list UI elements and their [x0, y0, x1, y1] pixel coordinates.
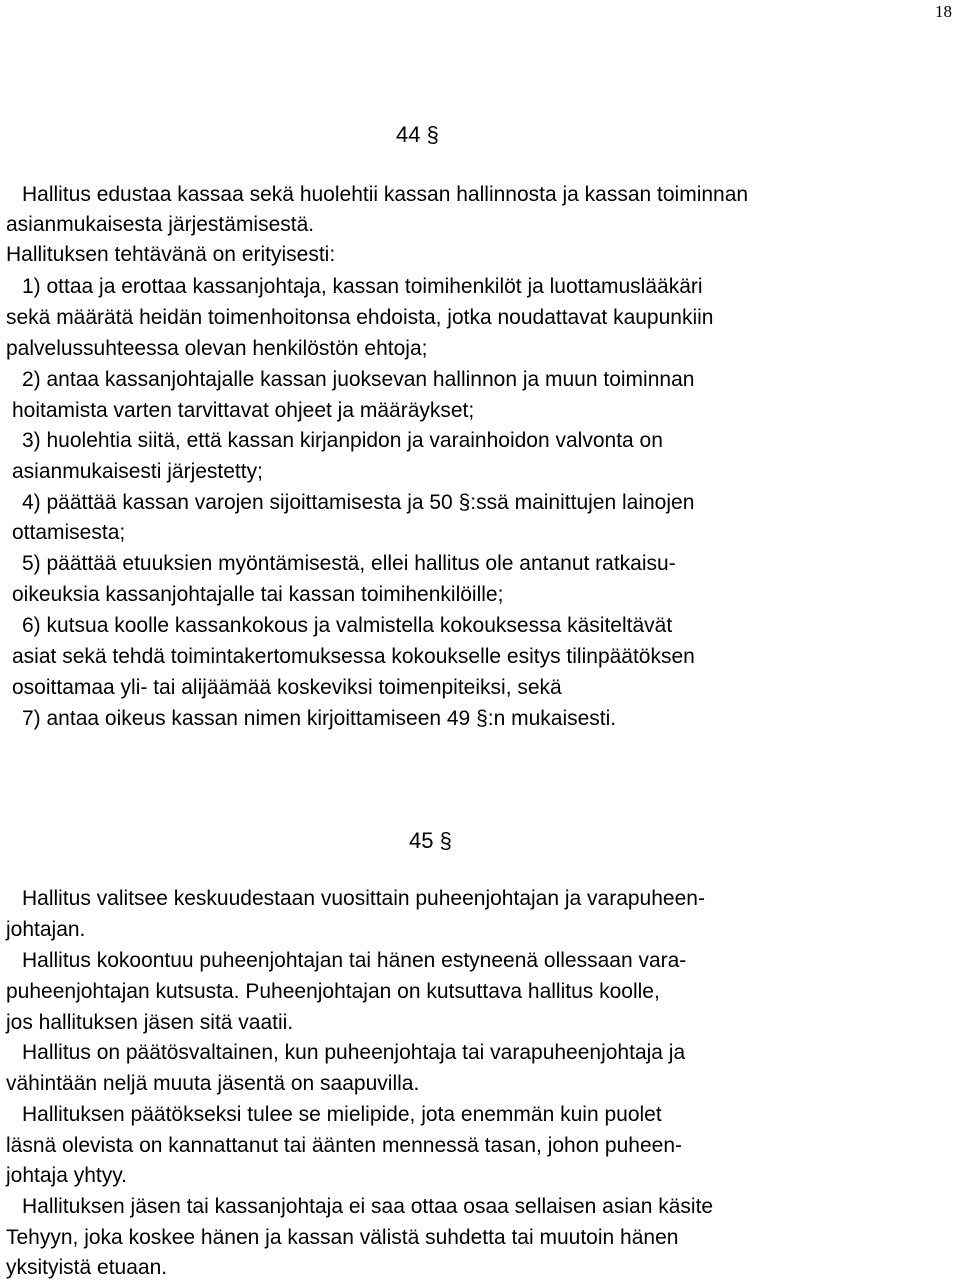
paragraph-line: Hallitus edustaa kassaa sekä huolehtii kassan hallinnosta ja kassan toiminnan: [22, 183, 749, 206]
paragraph-line: asianmukaisesta järjestämisestä.: [6, 213, 315, 236]
paragraph-line: Hallituksen tehtävänä on erityisesti:: [6, 243, 336, 266]
list-item-5-line: 5) päättää etuuksien myöntämisestä, ellei hallitus ole antanut ratkaisu-: [22, 552, 676, 575]
list-item-4-line: ottamisesta;: [12, 521, 126, 544]
list-item-6-line: osoittamaa yli- tai alijäämää koskeviksi toimenpiteiksi, sekä: [12, 676, 562, 699]
paragraph-line: puheenjohtajan kutsusta. Puheenjohtajan on kutsuttava hallitus koolle,: [6, 980, 660, 1003]
paragraph-line: läsnä olevista on kannattanut tai äänten mennessä tasan, johon puheen-: [6, 1134, 682, 1157]
paragraph-line: Hallitus kokoontuu puheenjohtajan tai hänen estyneenä ollessaan vara-: [22, 949, 687, 972]
list-item-7-line: 7) antaa oikeus kassan nimen kirjoittamiseen 49 §:n mukaisesti.: [22, 707, 617, 730]
list-item-4-line: 4) päättää kassan varojen sijoittamisesta ja 50 §:ssä mainittujen lainojen: [22, 491, 695, 514]
list-item-6-line: 6) kutsua koolle kassankokous ja valmistella kokouksessa käsiteltävät: [22, 614, 673, 637]
paragraph-line: Hallituksen jäsen tai kassanjohtaja ei saa ottaa osaa sellaisen asian käsite: [22, 1195, 714, 1218]
list-item-2-line: hoitamista varten tarvittavat ohjeet ja määräykset;: [12, 399, 475, 422]
section-heading-44: 44 §: [396, 122, 439, 147]
page-number: 18: [935, 2, 952, 21]
section-heading-45: 45 §: [409, 828, 452, 853]
list-item-6-line: asiat sekä tehdä toimintakertomuksessa kokoukselle esitys tilinpäätöksen: [12, 645, 695, 668]
paragraph-line: johtajan.: [6, 918, 86, 941]
paragraph-line: yksityistä etuaan.: [6, 1256, 168, 1279]
list-item-1-line: palvelussuhteessa olevan henkilöstön ehtoja;: [6, 337, 428, 360]
paragraph-line: johtaja yhtyy.: [6, 1164, 128, 1187]
list-item-2-line: 2) antaa kassanjohtajalle kassan juoksevan hallinnon ja muun toiminnan: [22, 368, 695, 391]
list-item-3-line: 3) huolehtia siitä, että kassan kirjanpidon ja varainhoidon valvonta on: [22, 429, 663, 452]
list-item-1-line: sekä määrätä heidän toimenhoitonsa ehdoista, jotka noudattavat kaupunkiin: [6, 306, 714, 329]
list-item-5-line: oikeuksia kassanjohtajalle tai kassan toimihenkilöille;: [12, 583, 504, 606]
paragraph-line: Hallituksen päätökseksi tulee se mielipide, jota enemmän kuin puolet: [22, 1103, 662, 1126]
paragraph-line: Hallitus valitsee keskuudestaan vuosittain puheenjohtajan ja varapuheen-: [22, 887, 705, 910]
paragraph-line: jos hallituksen jäsen sitä vaatii.: [6, 1011, 294, 1034]
list-item-1-line: 1) ottaa ja erottaa kassanjohtaja, kassan toimihenkilöt ja luottamuslääkäri: [22, 275, 703, 298]
paragraph-line: vähintään neljä muuta jäsentä on saapuvilla.: [6, 1072, 420, 1095]
paragraph-line: Hallitus on päätösvaltainen, kun puheenjohtaja tai varapuheenjohtaja ja: [22, 1041, 686, 1064]
list-item-3-line: asianmukaisesti järjestetty;: [12, 460, 263, 483]
paragraph-line: Tehyyn, joka koskee hänen ja kassan välistä suhdetta tai muutoin hänen: [6, 1226, 679, 1249]
